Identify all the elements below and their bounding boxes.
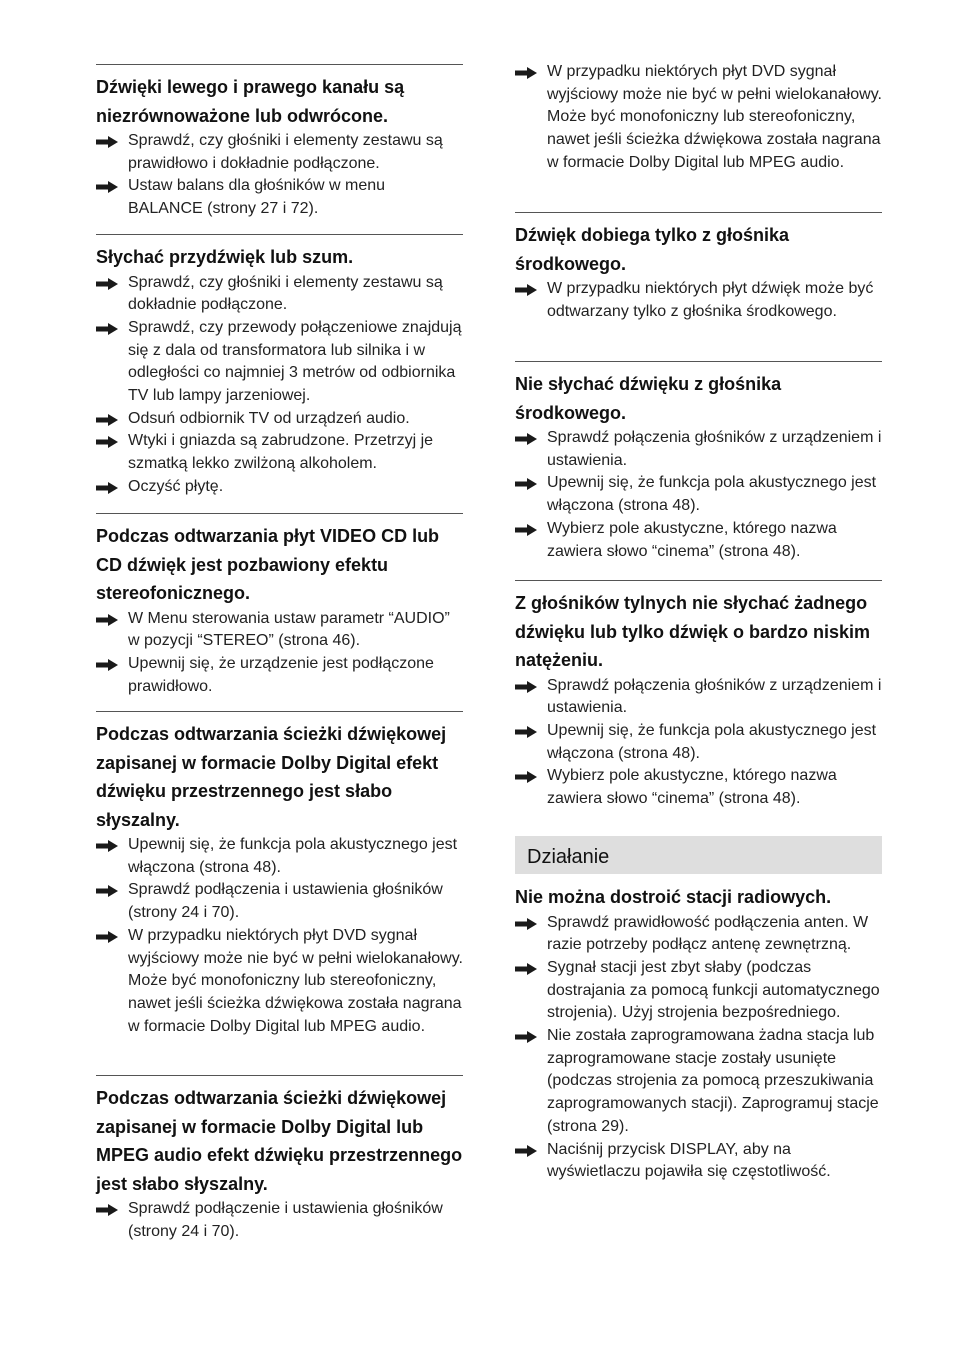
section-channel-balance	[96, 64, 463, 221]
section-no-center	[515, 361, 882, 563]
section-radio	[515, 883, 882, 1184]
arrow-right-icon	[96, 136, 118, 148]
arrow-right-icon	[96, 181, 118, 193]
list-item: Oczyść płytę.	[96, 476, 463, 499]
section-dolby-mpeg-weak-surround	[96, 1075, 463, 1243]
arrow-right-icon	[96, 614, 118, 626]
section-heading: Podczas odtwarzania płyt VIDEO CD lub CD dźwięk jest pozbawiony efektu stereofonicznego.	[96, 526, 440, 603]
arrow-right-icon	[515, 67, 537, 79]
arrow-right-icon	[96, 436, 118, 448]
arrow-right-icon	[515, 963, 537, 975]
arrow-right-icon	[96, 885, 118, 897]
arrow-right-icon	[96, 323, 118, 335]
arrow-right-icon	[515, 771, 537, 783]
arrow-right-icon	[515, 284, 537, 296]
list-item: Sprawdź podłączenie i ustawienia głośników (strony 24 i 70).	[96, 1198, 463, 1243]
list-item: Naciśnij przycisk DISPLAY, aby na wyświetlaczu pojawiła się częstotliwość.	[515, 1139, 882, 1184]
list-item: Upewnij się, że urządzenie jest podłączone prawidłowo.	[96, 653, 463, 698]
list-item: Ustaw balans dla głośników w menu BALANCE (strony 27 i 72).	[96, 175, 463, 220]
list-item: W przypadku niektórych płyt DVD sygnał wyjściowy może nie być w pełni wielokanałowy. Może być monofoniczny lub stereofoniczny, nawet jeśli ścieżka dźwiękowa została nagrana w formacie Dolby Digital lub MPEG audio.	[96, 925, 463, 1039]
arrow-right-icon	[96, 840, 118, 852]
arrow-right-icon	[515, 681, 537, 693]
section-heading: Dźwięki lewego i prawego kanału są niezrównoważone lub odwrócone.	[96, 77, 405, 126]
section-heading: Dźwięk dobiega tylko z głośnika środkowego.	[515, 225, 790, 274]
list-item: Sygnał stacji jest zbyt słaby (podczas dostrajania za pomocą funkcji automatycznego strojenia). Użyj strojenia bezpośredniego.	[515, 957, 882, 1025]
list-item: Sprawdź prawidłowość podłączenia anten. W razie potrzeby podłącz antenę zewnętrzną.	[515, 912, 882, 957]
list-item: Odsuń odbiornik TV od urządzeń audio.	[96, 408, 463, 431]
section-heading: Podczas odtwarzania ścieżki dźwiękowej zapisanej w formacie Dolby Digital lub MPEG audio efekt dźwięku przestrzennego jest słabo słyszalny.	[96, 1088, 463, 1194]
list-item: Upewnij się, że funkcja pola akustycznego jest włączona (strona 48).	[96, 834, 463, 879]
list-item: Sprawdź podłączenia i ustawienia głośników (strony 24 i 70).	[96, 879, 463, 924]
arrow-right-icon	[96, 414, 118, 426]
list-item: Sprawdź, czy przewody połączeniowe znajdują się z dala od transformatora lub silnika i w odległości co najmniej 3 metrów od odbiornika TV lub lampy jarzeniowej.	[96, 317, 463, 408]
arrow-right-icon	[515, 1145, 537, 1157]
arrow-right-icon	[515, 524, 537, 536]
arrow-right-icon	[96, 659, 118, 671]
arrow-right-icon	[96, 931, 118, 943]
arrow-right-icon	[515, 726, 537, 738]
list-item: Wybierz pole akustyczne, którego nazwa zawiera słowo “cinema” (strona 48).	[515, 518, 882, 563]
arrow-right-icon	[96, 482, 118, 494]
arrow-right-icon	[515, 433, 537, 445]
section-heading: Nie słychać dźwięku z głośnika środkowego.	[515, 374, 782, 423]
arrow-right-icon	[96, 1204, 118, 1216]
list-item: Wtyki i gniazda są zabrudzone. Przetrzyj je szmatką lekko zwilżoną alkoholem.	[96, 430, 463, 475]
list-item: Wybierz pole akustyczne, którego nazwa zawiera słowo “cinema” (strona 48).	[515, 765, 882, 810]
list-item: W przypadku niektórych płyt dźwięk może być odtwarzany tylko z głośnika środkowego.	[515, 278, 882, 323]
list-item: Nie została zaprogramowana żadna stacja lub zaprogramowane stacje zostały usunięte (podczas strojenia za pomocą przeszukiwania zaprogramowanych stacji). Zaprogramuj stacje (strona 29).	[515, 1025, 882, 1139]
list-item: Upewnij się, że funkcja pola akustycznego jest włączona (strona 48).	[515, 720, 882, 765]
section-heading: Nie można dostroić stacji radiowych.	[515, 887, 832, 907]
list-item: W przypadku niektórych płyt DVD sygnał wyjściowy może nie być w pełni wielokanałowy. Może być monofoniczny lub stereofoniczny, nawet jeśli ścieżka dźwiękowa została nagrana w formacie Dolby Digital lub MPEG audio.	[515, 61, 882, 175]
section-no-stereo	[96, 513, 463, 698]
section-center-only	[515, 212, 882, 323]
section-heading: Słychać przydźwięk lub szum.	[96, 247, 354, 267]
section-hum-noise	[96, 234, 463, 499]
continued-list	[515, 61, 882, 175]
list-item: Sprawdź, czy głośniki i elementy zestawu są dokładnie podłączone.	[96, 272, 463, 317]
list-item: Sprawdź połączenia głośników z urządzeniem i ustawienia.	[515, 427, 882, 472]
section-no-rear	[515, 580, 882, 811]
section-heading: Z głośników tylnych nie słychać żadnego dźwięku lub tylko dźwięk o bardzo niskim natężeniu.	[515, 593, 871, 670]
arrow-right-icon	[96, 278, 118, 290]
list-item: Upewnij się, że funkcja pola akustycznego jest włączona (strona 48).	[515, 472, 882, 517]
section-dolby-weak-surround	[96, 711, 463, 1038]
list-item: W Menu sterowania ustaw parametr “AUDIO” w pozycji “STEREO” (strona 46).	[96, 608, 463, 653]
list-item: Sprawdź, czy głośniki i elementy zestawu są prawidłowo i dokładnie podłączone.	[96, 130, 463, 175]
arrow-right-icon	[515, 918, 537, 930]
section-heading: Podczas odtwarzania ścieżki dźwiękowej zapisanej w formacie Dolby Digital efekt dźwięku przestrzennego jest słabo słyszalny.	[96, 724, 447, 830]
list-item: Sprawdź połączenia głośników z urządzeniem i ustawienia.	[515, 675, 882, 720]
section-banner: Działanie	[515, 836, 882, 874]
arrow-right-icon	[515, 1031, 537, 1043]
arrow-right-icon	[515, 478, 537, 490]
